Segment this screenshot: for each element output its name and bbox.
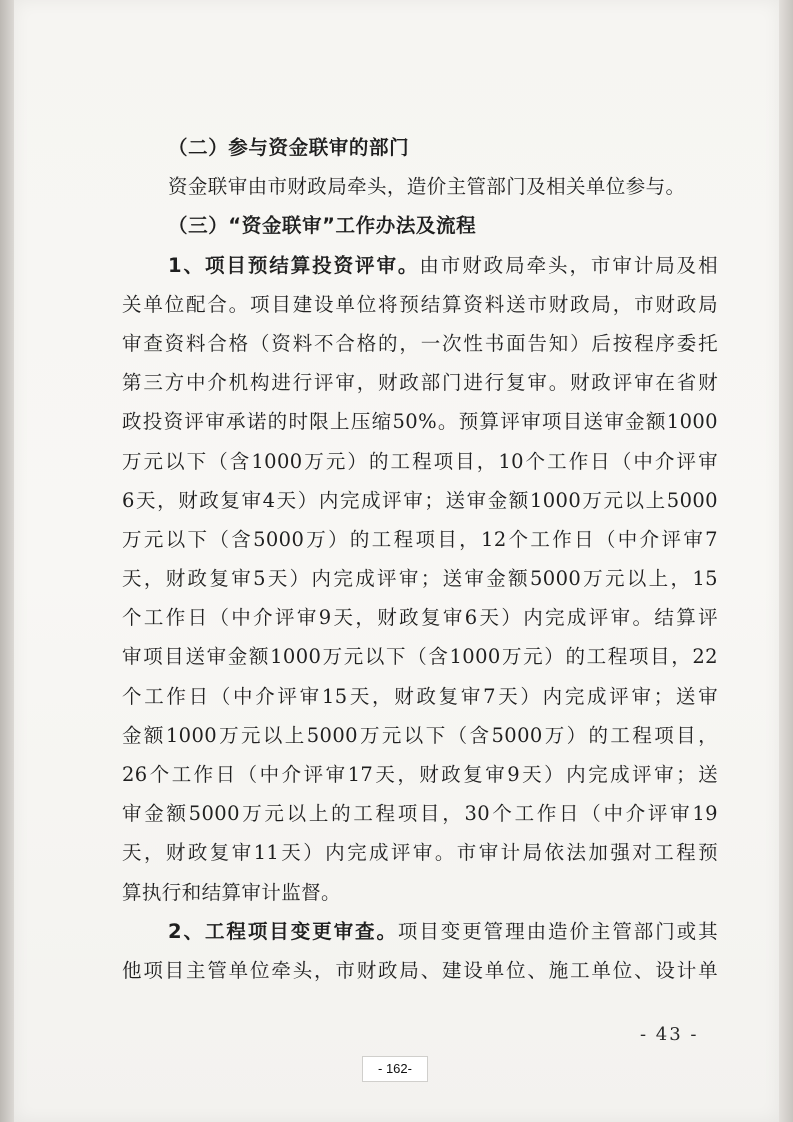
item1-line-11: 个工作日（中介评审15天，财政复审7天）内完成评审；送审 bbox=[122, 684, 718, 708]
stamp-page-number: - 162- bbox=[362, 1056, 428, 1082]
item1-line-9: 个工作日（中介评审9天，财政复审6天）内完成评审。结算评 bbox=[122, 606, 718, 630]
page-right-edge bbox=[779, 0, 793, 1122]
item1-line-16: 算执行和结算审计监督。 bbox=[122, 880, 341, 904]
item1-line-3: 第三方中介机构进行评审，财政部门进行复审。财政评审在省财 bbox=[122, 371, 718, 395]
item1-line-15: 天，财政复审11天）内完成评审。市审计局依法加强对工程预 bbox=[122, 841, 718, 865]
item1-line-0: 由市财政局牵头，市审计局及相 bbox=[419, 253, 718, 277]
item2-line-0: 项目变更管理由造价主管部门或其 bbox=[397, 919, 718, 943]
item2-lead: 2、工程项目变更审查。 bbox=[168, 919, 398, 943]
item1-line-13: 26个工作日（中介评审17天，财政复审9天）内完成评审；送 bbox=[122, 763, 718, 786]
document-body bbox=[122, 128, 718, 990]
item1-line-1: 关单位配合。项目建设单位将预结算资料送市财政局，市财政局 bbox=[122, 292, 718, 316]
item1-line-12: 金额1000万元以上5000万元以下（含5000万）的工程项目， bbox=[122, 723, 718, 747]
item1-line-7: 万元以下（含5000万）的工程项目，12个工作日（中介评审7 bbox=[122, 527, 718, 551]
item2-first-line bbox=[122, 912, 718, 951]
item1-line-6: 6天，财政复审4天）内完成评审；送审金额1000万元以上5000 bbox=[122, 488, 718, 512]
paragraph-departments: 资金联审由市财政局牵头，造价主管部门及相关单位参与。 bbox=[168, 175, 686, 199]
item2-line-1: 他项目主管单位牵头，市财政局、建设单位、施工单位、设计单 bbox=[122, 958, 718, 982]
item1-line-10: 审项目送审金额1000万元以下（含1000万元）的工程项目，22 bbox=[122, 645, 718, 669]
item1-line-14: 审金额5000万元以上的工程项目，30个工作日（中介评审19 bbox=[122, 802, 718, 826]
item1-line-5: 万元以下（含1000万元）的工程项目，10个工作日（中介评审 bbox=[122, 449, 718, 473]
item1-line-4: 政投资评审承诺的时限上压缩50%。预算评审项目送审金额1000 bbox=[122, 410, 718, 434]
section-heading-2: （二）参与资金联审的部门 bbox=[168, 136, 410, 159]
item1-first-line bbox=[122, 246, 718, 285]
item1-line-8: 天，财政复审5天）内完成评审；送审金额5000万元以上，15 bbox=[122, 567, 718, 591]
page-number: - 43 - bbox=[640, 1024, 699, 1045]
item1-lead: 1、项目预结算投资评审。 bbox=[168, 253, 420, 277]
section-heading-3: （三）“资金联审”工作办法及流程 bbox=[168, 214, 477, 238]
item1-line-2: 审查资料合格（资料不合格的，一次性书面告知）后按程序委托 bbox=[122, 331, 718, 355]
page-left-edge bbox=[0, 0, 14, 1122]
